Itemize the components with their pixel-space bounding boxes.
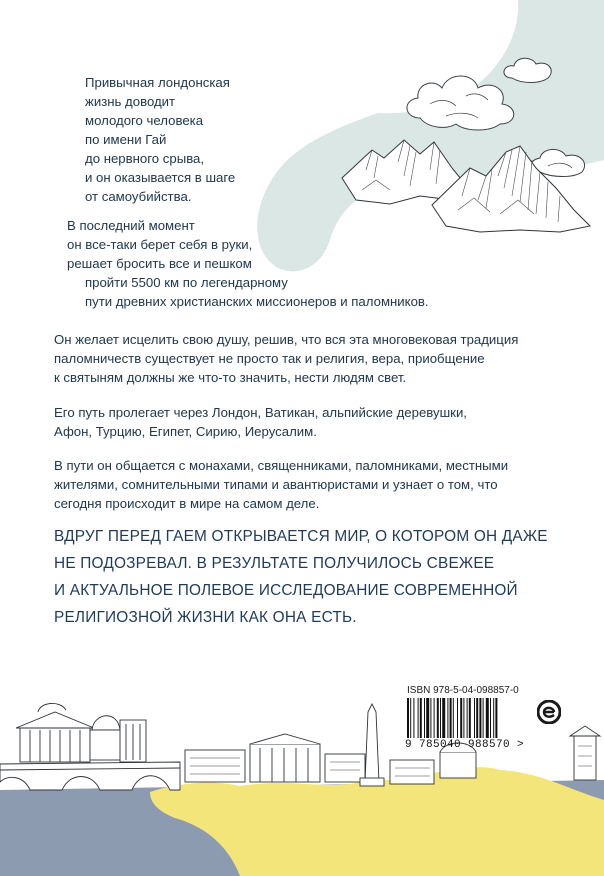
text-line: жизнь доводит: [85, 94, 176, 109]
caps-line: НЕ ПОДОЗРЕВАЛ. В РЕЗУЛЬТАТЕ ПОЛУЧИЛОСЬ СВЕЖЕЕ: [54, 555, 495, 572]
caps-line: И АКТУАЛЬНОЕ ПОЛЕВОЕ ИССЛЕДОВАНИЕ СОВРЕМЕННОЙ: [54, 582, 518, 599]
text-line: к святыням должны же что-то значить, нести людям свет.: [54, 370, 407, 385]
text-line: жителями, сомнительными типами и авантюристами и узнает о том, что: [54, 477, 498, 492]
text-line: от самоубийства.: [85, 189, 192, 204]
intro-paragraph: [85, 73, 235, 206]
text-line: Его путь пролегает через Лондон, Ватикан, альпийские деревушки,: [54, 405, 467, 420]
text-line: паломничеств существует не просто так и религия, вера, приобщение: [54, 351, 485, 366]
isbn-label: ISBN 978-5-04-098857-0: [407, 685, 519, 696]
text-line: сегодня происходит в мире на самом деле.: [54, 496, 320, 511]
text-line: до нервного срыва,: [85, 151, 205, 166]
text-line: молодого человека: [85, 113, 204, 128]
isbn-block: [405, 685, 533, 751]
paragraph-3: [54, 330, 518, 387]
text-line: пути древних христианских миссионеров и паломников.: [85, 294, 429, 309]
text-line: В последний момент: [67, 218, 195, 233]
caps-line: ВДРУГ ПЕРЕД ГАЕМ ОТКРЫВАЕТСЯ МИР, О КОТОРОМ ОН ДАЖЕ: [54, 528, 548, 545]
highlight-paragraph: [54, 523, 548, 631]
text-line: и он оказывается в шаге: [85, 170, 236, 185]
text-line: решает бросить все и пешком: [67, 256, 252, 271]
paragraph-4: [54, 403, 467, 441]
text-line: по имени Гай: [85, 132, 167, 147]
barcode-digits: 9 785040 988570 >: [405, 739, 525, 751]
text-line: В пути он общается с монахами, священниками, паломниками, местными: [54, 458, 509, 473]
paragraph-5: [54, 456, 508, 513]
text-line: Привычная лондонская: [85, 75, 230, 90]
text-line: Он желает исцелить свою душу, решив, что вся эта многовековая традиция: [54, 332, 519, 347]
paragraph-2: [54, 216, 429, 311]
caps-line: РЕЛИГИОЗНОЙ ЖИЗНИ КАК ОНА ЕСТЬ.: [54, 609, 357, 626]
text-line: он все-таки берет себя в руки,: [67, 237, 253, 252]
publisher-logo-icon: [537, 700, 561, 724]
text-line: пройти 5500 км по легендарному: [85, 275, 288, 290]
barcode: [405, 698, 533, 738]
text-line: Афон, Турцию, Египет, Сирию, Иерусалим.: [54, 424, 317, 439]
